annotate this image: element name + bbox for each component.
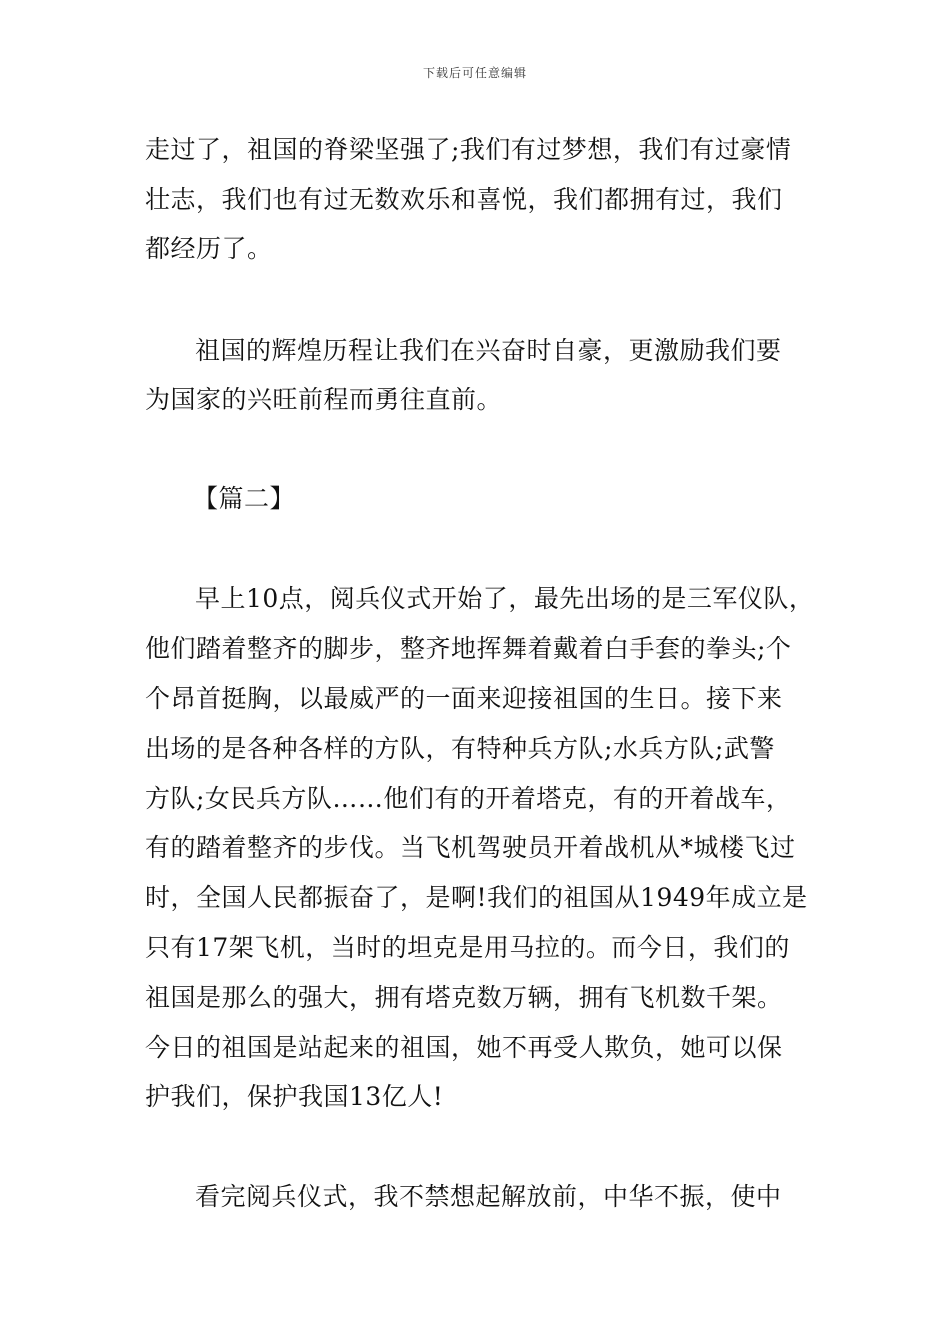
text-line: 走过了，祖国的脊梁坚强了;我们有过梦想，我们有过豪情 bbox=[145, 135, 792, 164]
text-line: 有的踏着整齐的步伐。当飞机驾驶员开着战机从*城楼飞过 bbox=[145, 833, 796, 862]
text-line: 早上10点，阅兵仪式开始了，最先出场的是三军仪队， bbox=[195, 584, 815, 613]
text-line: 方队;女民兵方队……他们有的开着塔克，有的开着战车， bbox=[145, 784, 792, 813]
text-line: 他们踏着整齐的脚步，整齐地挥舞着戴着白手套的拳头;个 bbox=[145, 634, 792, 663]
text-line: 出场的是各种各样的方队，有特种兵方队;水兵方队;武警 bbox=[145, 734, 775, 763]
page-header: 下载后可任意编辑 bbox=[422, 66, 527, 80]
text-line: 看完阅兵仪式，我不禁想起解放前，中华不振，使中 bbox=[195, 1182, 782, 1211]
text-line: 时，全国人民都振奋了，是啊!我们的祖国从1949年成立是 bbox=[145, 883, 808, 912]
text-line: 个昂首挺胸，以最威严的一面来迎接祖国的生日。接下来 bbox=[145, 684, 783, 713]
text-line: 都经历了。 bbox=[145, 234, 273, 263]
text-line: 为国家的兴旺前程而勇往直前。 bbox=[145, 385, 503, 414]
text-line: 今日的祖国是站起来的祖国，她不再受人欺负，她可以保 bbox=[145, 1033, 783, 1062]
text-line: 祖国是那么的强大，拥有塔克数万辆，拥有飞机数千架。 bbox=[145, 983, 783, 1012]
text-line: 祖国的辉煌历程让我们在兴奋时自豪，更激励我们要 bbox=[195, 336, 782, 365]
text-line: 护我们，保护我国13亿人! bbox=[145, 1082, 444, 1111]
text-line: 只有17架飞机，当时的坦克是用马拉的。而今日，我们的 bbox=[145, 933, 790, 962]
section-title: 【篇二】 bbox=[193, 484, 296, 513]
text-line: 壮志，我们也有过无数欢乐和喜悦，我们都拥有过，我们 bbox=[145, 185, 783, 214]
